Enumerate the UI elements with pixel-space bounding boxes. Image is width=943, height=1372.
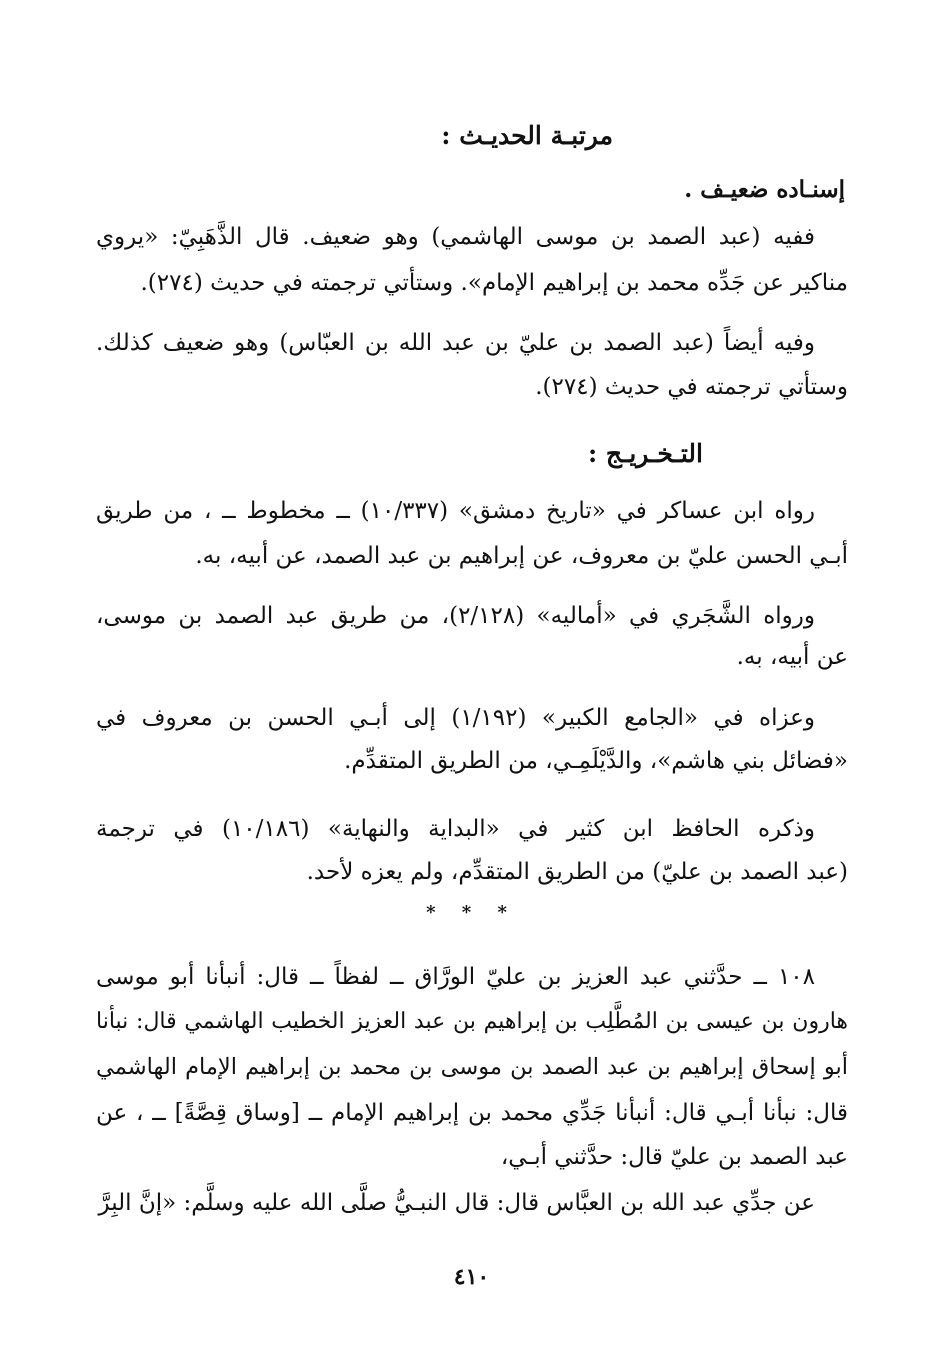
paragraph-line: «فضائل بني هاشم»، والدَّيْلَمِـي، من الطريق المتقدِّم.: [344, 748, 848, 774]
hadith-text-line: عن جدِّي عبد الله بن العبَّاس قال: قال النبـيُّ صلَّى الله عليه وسلَّم: «إنَّ البِرَّ: [98, 1190, 815, 1216]
paragraph-line: ورواه الشَّجَري في «أماليه» (٢/١٢٨)، من طريق عبد الصمد بن موسى،: [96, 603, 815, 629]
hadith-line: ١٠٨ ــ حدَّثني عبد العزيز بن عليّ الورَّاق ــ لفظاً ــ قال: أنبأنا أبو موسى: [96, 964, 815, 990]
hadith-line: أبو إسحاق إبراهيم بن عبد الصمد بن موسى بن محمد بن إبراهيم الإمام الهاشمي: [96, 1054, 848, 1080]
grade-statement: إسنـاده ضعيـف .: [684, 176, 845, 203]
paragraph-line: وعزاه في «الجامع الكبير» (١/١٩٢) إلى أبـي الحسن بن معروف في: [96, 705, 815, 731]
paragraph-line: (عبد الصمد بن عليّ) من الطريق المتقدِّم، ولم يعزه لأحد.: [306, 859, 848, 885]
paragraph-line: عن أبيه، به.: [736, 644, 848, 670]
hadith-line: هارون بن عيسى بن المُطَّلِب بن إبراهيم بن عبد العزيز الخطيب الهاشمي قال: نبأنا: [96, 1009, 848, 1034]
page-number: ٤١٠: [453, 1264, 490, 1290]
paragraph-line: أبـي الحسن عليّ بن معروف، عن إبراهيم بن عبد الصمد، عن أبيه، به.: [195, 543, 848, 569]
section-heading-takhrij: التـخـريـج :: [587, 439, 703, 468]
paragraph-line: وفيه أيضاً (عبد الصمد بن عليّ بن عبد الله بن العبّاس) وهو ضعيف كذلك.: [96, 330, 815, 356]
paragraph-line: رواه ابن عساكر في «تاريخ دمشق» (١٠/٣٣٧) ــ مخطوط ــ ، من طريق: [96, 498, 815, 524]
paragraph-line: مناكير عن جَدِّه محمد بن إبراهيم الإمام». وستأتي ترجمته في حديث (٢٧٤).: [140, 270, 848, 296]
section-heading-grade: مرتبـة الحديـث :: [441, 121, 613, 150]
section-separator: * * *: [426, 902, 517, 923]
hadith-line: عبد الصمد بن عليّ قال: حدَّثني أبـي،: [500, 1144, 848, 1170]
paragraph-line: ففيه (عبد الصمد بن موسى الهاشمي) وهو ضعيف. قال الذَّهَبِيّ: «يروي: [96, 224, 815, 250]
hadith-line: قال: نبأنا أبـي قال: أنبأنا جَدِّي محمد بن إبراهيم الإمام ــ [وساق قِصَّةً] ــ ، عن: [96, 1100, 848, 1126]
paragraph-line: وستأتي ترجمته في حديث (٢٧٤).: [535, 374, 848, 400]
paragraph-line: وذكره الحافظ ابن كثير في «البداية والنهاية» (١٠/١٨٦) في ترجمة: [96, 816, 815, 842]
